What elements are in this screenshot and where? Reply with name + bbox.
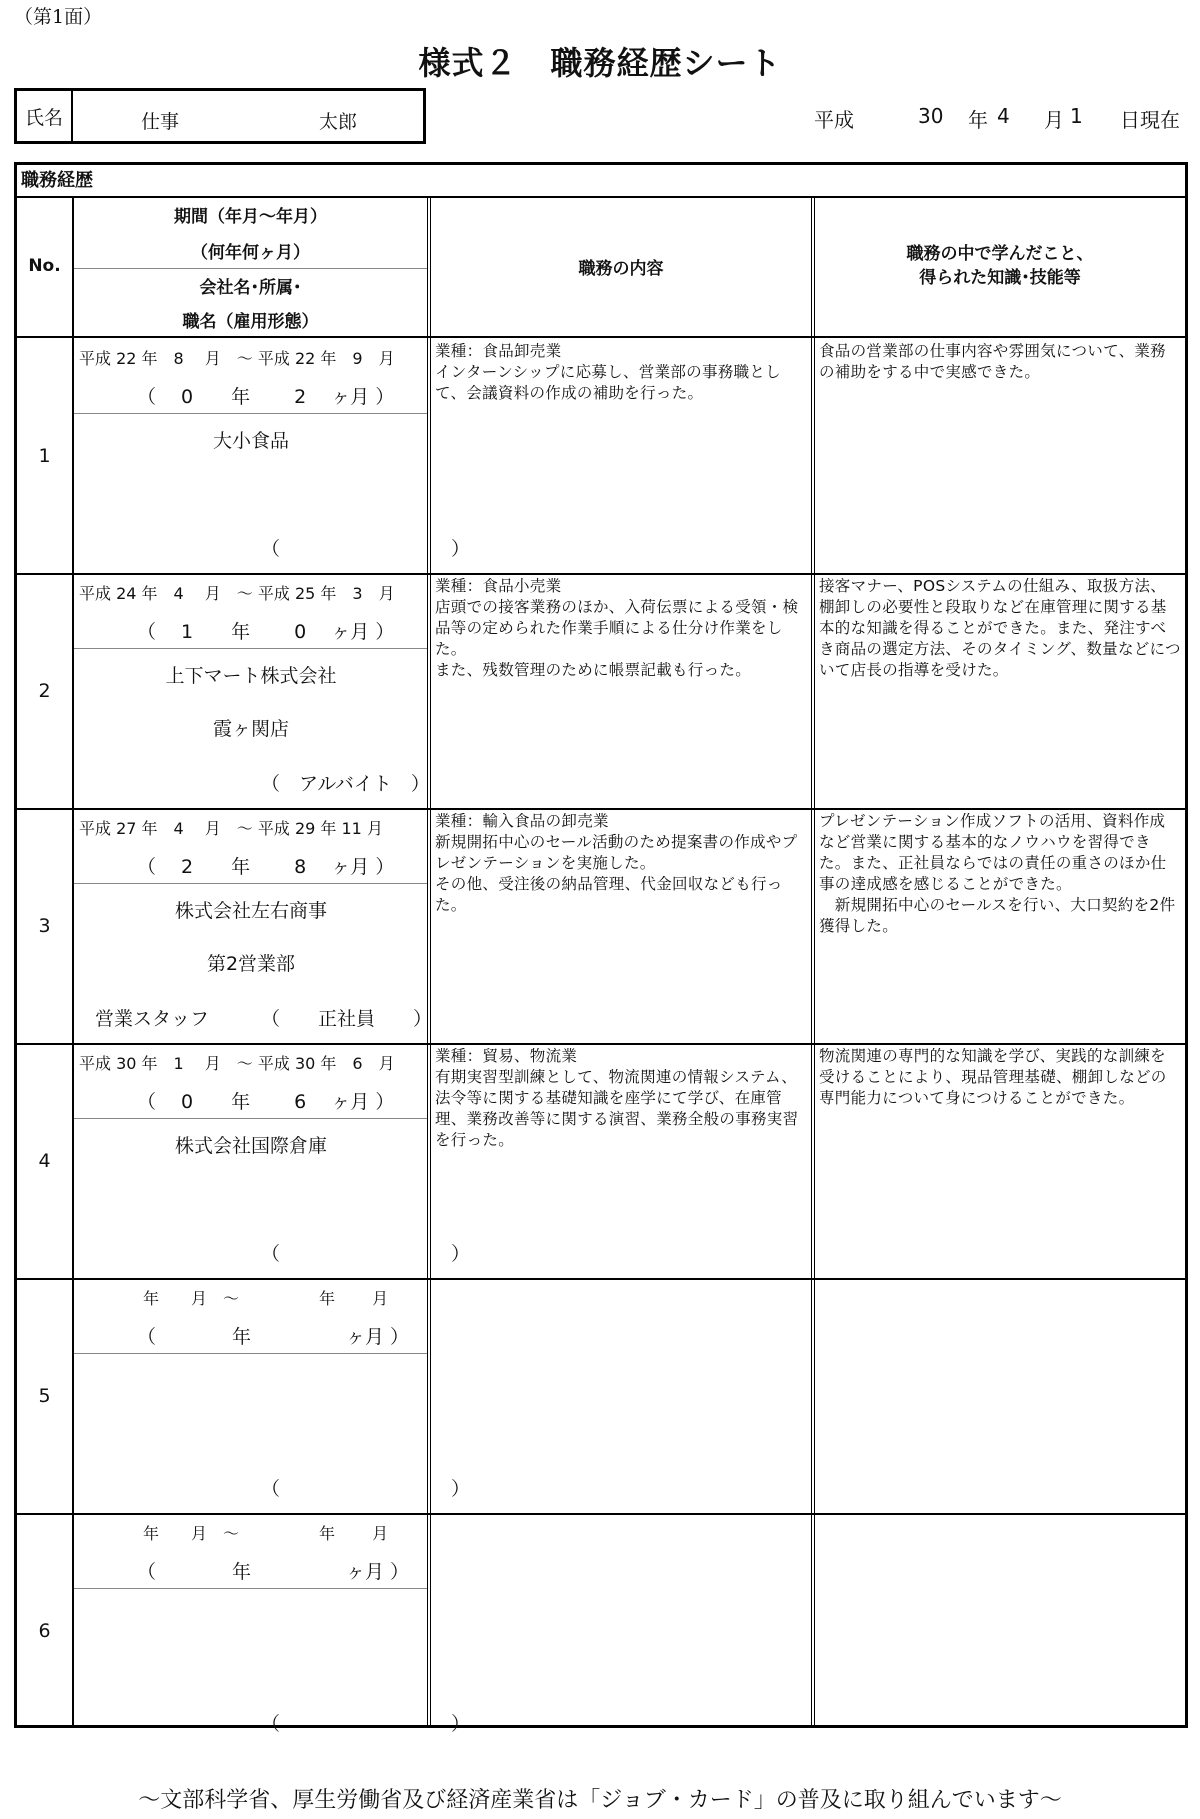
row-duration: （ 0 年 6 ヶ月 ）: [137, 1091, 395, 1113]
as-of-day: 1: [1070, 104, 1083, 128]
row-learned: [815, 1278, 1185, 1513]
row-duration: （ 年 ヶ月 ）: [137, 1326, 410, 1348]
row-department: 第2営業部: [206, 953, 296, 975]
career-table: [14, 162, 1188, 1735]
row-content: 業種：食品卸売業 インターンシップに応募し、営業部の事務職として、会議資料の作成の補助を行った。: [435, 342, 781, 402]
row-learned: [815, 1513, 1185, 1748]
row-no: 3: [38, 914, 51, 937]
header-company-1: 会社名･所属･: [199, 277, 302, 298]
row-no: 2: [38, 679, 51, 702]
row-employment: （ ）: [261, 1243, 471, 1265]
name-box: [14, 88, 426, 144]
row-no: 4: [38, 1149, 51, 1172]
row-duration: （ 1 年 0 ヶ月 ）: [137, 621, 395, 643]
row-period: 年 月 ～ 年 月: [79, 1524, 389, 1543]
as-of-month-unit: 月: [1044, 108, 1064, 132]
header-learned: [815, 196, 1185, 336]
as-of-year: 30: [918, 104, 944, 128]
row-content: 業種：貿易、物流業 有期実習型訓練として、物流関連の情報システム、法令等に関する基礎知識を座学にて学び、在庫管理、業務改善等に関する演習、業務全般の事務実習を行った。: [435, 1047, 799, 1149]
row-duration: （ 年 ヶ月 ）: [137, 1561, 410, 1583]
row-learned: プレゼンテーション作成ソフトの活用、資料作成など営業に関する基本的なノウハウを習得できた。また、正社員ならではの責任の重さのほか仕事の達成感を感じることができた。 新規開拓中心のセールスを行い、大口契約を2件獲得した。: [819, 812, 1176, 935]
row-learned: 接客マナー、POSシステムの仕組み、取扱方法、棚卸しの必要性と段取りなど在庫管理に関する基本的な知識を得ることができた。また、発注すべき商品の選定方法、そのタイミング、数量などについて店長の指導を受けた。: [819, 577, 1181, 679]
career-row: [17, 573, 1185, 808]
header-learned-2: 得られた知識･技能等: [919, 268, 1081, 288]
row-position: 営業スタッフ: [95, 1008, 210, 1030]
section-label: 職務経歴: [17, 165, 1185, 198]
row-period: 平成 24 年 4 月 ～ 平成 25 年 3 月: [79, 584, 395, 603]
row-learned: 食品の営業部の仕事内容や雰囲気について、業務の補助をする中で実感できた。: [819, 342, 1166, 381]
name-given: 太郎: [319, 111, 358, 133]
row-employment: （ ）: [261, 1713, 471, 1735]
row-no: 5: [38, 1384, 51, 1407]
page-label: （第1面）: [14, 6, 103, 28]
row-content: [431, 1513, 811, 1748]
row-period: 年 月 ～ 年 月: [79, 1289, 389, 1308]
page-title: 様式２ 職務経歴シート: [418, 44, 782, 82]
as-of-month: 4: [997, 104, 1010, 128]
row-company: 上下マート株式会社: [165, 665, 337, 687]
career-row: [17, 1513, 1185, 1748]
header-learned-1: 職務の中で学んだこと、: [906, 244, 1094, 264]
as-of-era: 平成: [814, 108, 854, 132]
career-row: [17, 808, 1185, 1043]
row-no: 6: [38, 1619, 51, 1642]
row-period: 平成 30 年 1 月 ～ 平成 30 年 6 月: [79, 1054, 395, 1073]
row-employment: （ アルバイト ）: [261, 773, 430, 795]
row-learned: 物流関連の専門的な知識を学び、実践的な訓練を受けることにより、現品管理基礎、棚卸しなどの専門能力について身につけることができた。: [819, 1047, 1167, 1107]
row-content: 業種：食品小売業 店頭での接客業務のほか、入荷伝票による受領・検品等の定められた作業手順による仕分け作業をした。 また、残数管理のために帳票記載も行った。: [435, 577, 799, 679]
as-of-day-unit: 日現在: [1120, 108, 1180, 132]
footer-note: ～文部科学省、厚生労働省及び経済産業省は「ジョブ・カード」の普及に取り組んでいます～: [138, 1788, 1062, 1813]
name-surname: 仕事: [141, 111, 180, 133]
career-row: [17, 1278, 1185, 1513]
header-period-1: 期間（年月～年月）: [174, 206, 327, 227]
row-department: 霞ヶ関店: [212, 718, 289, 740]
name-label: 氏名: [17, 91, 73, 141]
row-duration: （ 0 年 2 ヶ月 ）: [137, 386, 395, 408]
header-period-2: （何年何ヶ月）: [191, 242, 310, 263]
header-company-2: 職名（雇用形態）: [182, 311, 319, 332]
row-company: 株式会社国際倉庫: [174, 1135, 327, 1157]
row-employment: （ 正社員 ）: [261, 1008, 433, 1030]
row-period: 平成 22 年 8 月 ～ 平成 22 年 9 月: [79, 349, 395, 368]
row-no: 1: [38, 444, 51, 467]
row-company: 株式会社左右商事: [174, 900, 327, 922]
career-row: [17, 1043, 1185, 1278]
row-duration: （ 2 年 8 ヶ月 ）: [137, 856, 395, 878]
row-company: 大小食品: [212, 430, 289, 452]
row-content: [431, 1278, 811, 1513]
header-content: 職務の内容: [578, 258, 664, 279]
row-employment: （ ）: [261, 1478, 471, 1500]
row-content: 業種：輸入食品の卸売業 新規開拓中心のセール活動のため提案書の作成やプレゼンテーションを実施した。 その他、受注後の納品管理、代金回収なども行った。: [435, 812, 798, 914]
career-row: [17, 338, 1185, 573]
as-of-year-unit: 年: [968, 108, 988, 132]
row-period: 平成 27 年 4 月 ～ 平成 29 年 11 月: [79, 819, 383, 838]
header-no: No.: [28, 256, 61, 276]
row-employment: （ ）: [261, 538, 471, 560]
